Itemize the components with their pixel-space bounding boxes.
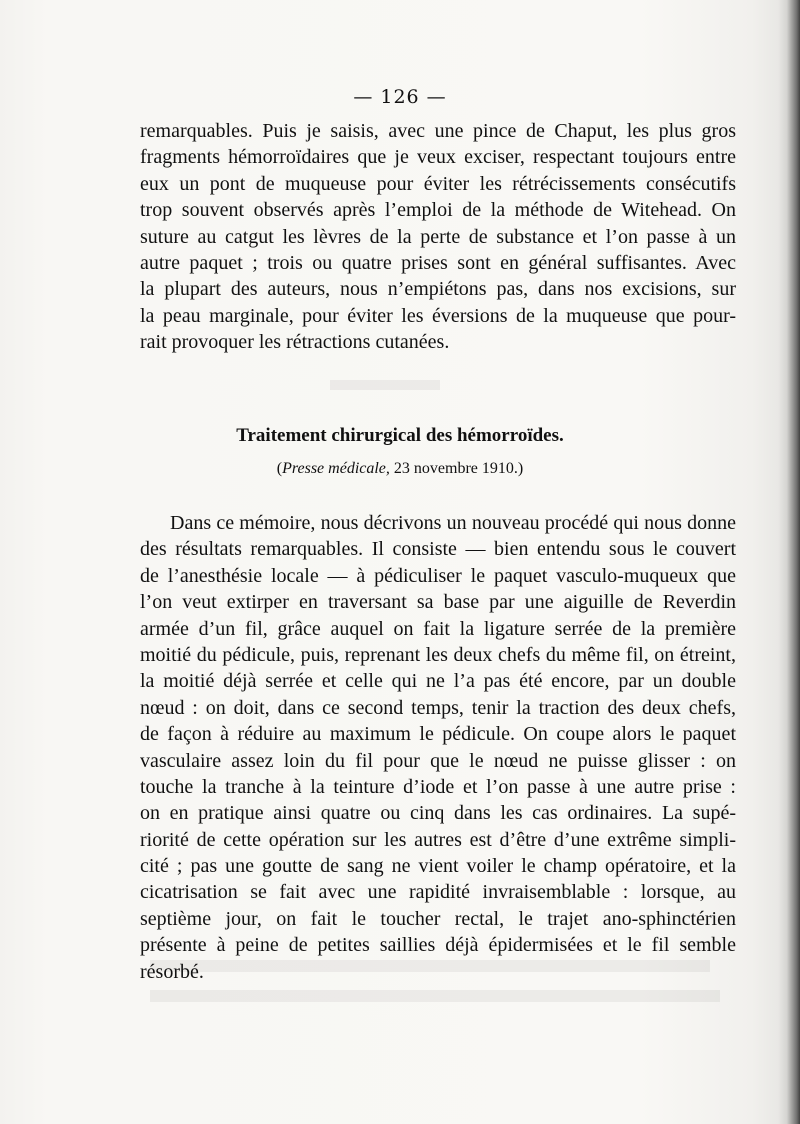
text-line: septième jour, on fait le toucher rectal, le trajet ano-sphinctérien bbox=[140, 907, 736, 930]
text-line: des résultats remarquables. Il consiste — bien entendu sous le couvert bbox=[140, 538, 736, 561]
text-line: présente à peine de petites saillies déjà épidermisées et le fil semble bbox=[140, 934, 736, 957]
citation bbox=[0, 460, 800, 478]
scan-edge-shadow bbox=[778, 0, 800, 1124]
show-through-mark bbox=[150, 990, 720, 1002]
section-heading: Traitement chirurgical des hémorroïdes. bbox=[236, 425, 564, 446]
text-line: autre paquet ; trois ou quatre prises sont en général suffisantes. Avec bbox=[140, 251, 736, 274]
text-line: Dans ce mémoire, nous décrivons un nouveau procédé qui nous donne bbox=[170, 512, 736, 534]
text-line: la peau marginale, pour éviter les éversions de la muqueuse que pour- bbox=[140, 304, 736, 327]
show-through-mark bbox=[330, 380, 440, 390]
text-line: on en pratique ainsi quatre ou cinq dans les cas ordinaires. La supé- bbox=[140, 802, 736, 825]
paragraph-main bbox=[140, 510, 736, 985]
text-line: rait provoquer les rétractions cutanées. bbox=[140, 331, 450, 354]
text-line: vasculaire assez loin du fil pour que le nœud ne puisse glisser : on bbox=[140, 749, 736, 772]
paragraph-continued bbox=[140, 118, 736, 356]
text-line: moitié du pédicule, puis, reprenant les deux chefs du même fil, on étreint, bbox=[140, 643, 736, 666]
text-line: fragments hémorroïdaires que je veux exciser, respectant toujours entre bbox=[140, 146, 736, 169]
text-line: résorbé. bbox=[140, 960, 204, 983]
text-line: la moitié déjà serrée et celle qui ne l’a pas été encore, par un double bbox=[140, 670, 736, 693]
text-line: nœud : on doit, dans ce second temps, tenir la traction des deux chefs, bbox=[140, 696, 736, 719]
citation-source: Presse médicale, bbox=[282, 460, 390, 477]
text-line: trop souvent observés après l’emploi de la méthode de Witehead. On bbox=[140, 199, 736, 222]
text-line: cité ; pas une goutte de sang ne vient voiler le champ opératoire, et la bbox=[140, 855, 736, 878]
text-line: de l’anesthésie locale — à pédiculiser le paquet vasculo-muqueux que bbox=[140, 564, 736, 587]
text-line: touche la tranche à la teinture d’iode et l’on passe à une autre prise : bbox=[140, 775, 736, 798]
text-line: armée d’un fil, grâce auquel on fait la ligature serrée de la première bbox=[140, 617, 736, 640]
text-line: riorité de cette opération sur les autres est d’être d’une extrême simpli- bbox=[140, 828, 736, 851]
page-number: — 126 — bbox=[353, 86, 447, 108]
citation-date: 23 novembre 1910.) bbox=[389, 460, 524, 477]
text-line: l’on veut extirper en traversant sa base par une aiguille de Reverdin bbox=[140, 591, 736, 614]
text-line: cicatrisation se fait avec une rapidité invraisemblable : lorsque, au bbox=[140, 881, 736, 904]
citation-open: ( bbox=[276, 460, 283, 477]
text-line: de façon à réduire au maximum le pédicule. On coupe alors le paquet bbox=[140, 723, 736, 746]
text-line: suture au catgut les lèvres de la perte de substance et l’on passe à un bbox=[140, 225, 736, 248]
text-line: remarquables. Puis je saisis, avec une pince de Chaput, les plus gros bbox=[140, 120, 736, 142]
text-line: la plupart des auteurs, nous n’empiétons pas, dans nos excisions, sur bbox=[140, 278, 736, 301]
text-line: eux un pont de muqueuse pour éviter les rétrécissements consécutifs bbox=[140, 172, 736, 195]
